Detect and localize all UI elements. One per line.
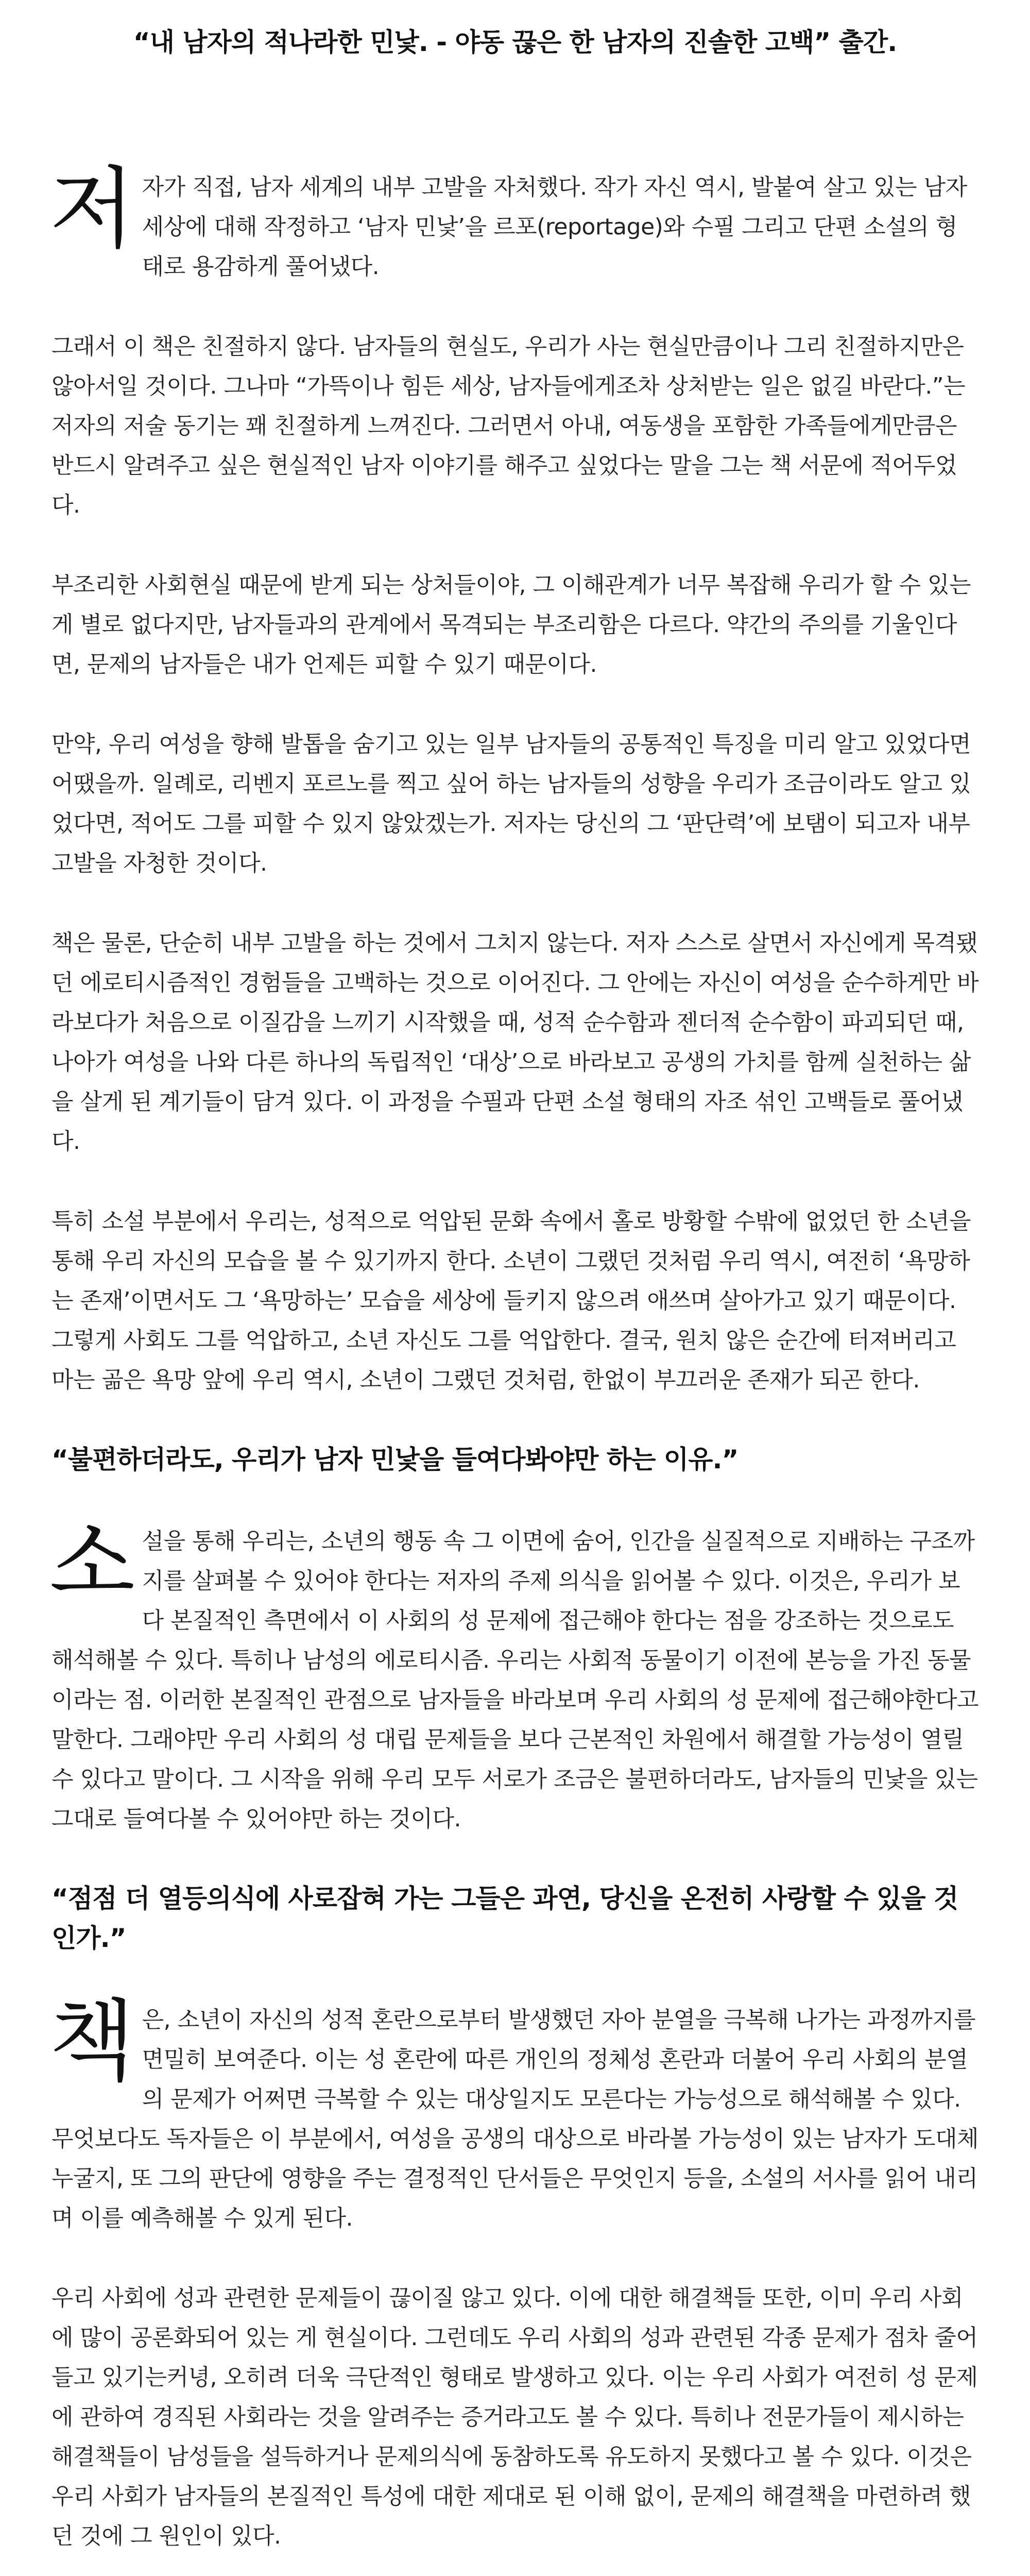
body-paragraph: 그래서 이 책은 친절하지 않다. 남자들의 현실도, 우리가 사는 현실만큼이나 그리 친절하지만은 않아서일 것이다. 그나마 “가뜩이나 힘든 세상, 남자들에게조차 상처받는 일은 없길 바란다.”는 저자의 저술 동기는 꽤 친절하게 느껴진다. 그러면서 아내, 여동생을 포함한 가족들에게만큼은 반드시 알려주고 싶은 현실적인 남자 이야기를 해주고 싶었다는 말을 그는 책 서문에 적어두었다. bbox=[52, 333, 966, 518]
body-paragraph: 부조리한 사회현실 때문에 받게 되는 상처들이야, 그 이해관계가 너무 복잡해 우리가 할 수 있는 게 별로 없다지만, 남자들과의 관계에서 목격되는 부조리함은 다르다. 약간의 주의를 기울인다면, 문제의 남자들은 내가 언제든 피할 수 있기 때문이다. bbox=[52, 572, 971, 677]
body-paragraph: 만약, 우리 여성을 향해 발톱을 숨기고 있는 일부 남자들의 공통적인 특징을 미리 알고 있었다면 어땠을까. 일례로, 리벤지 포르노를 찍고 싶어 하는 남자들의 성향을 우리가 조금이라도 알고 있었다면, 적어도 그를 피할 수 있지 않았겠는가. 저자는 당신의 그 ‘판단력’에 보탬이 되고자 내부 고발을 자청한 것이다. bbox=[52, 731, 971, 876]
body-paragraph: 특히 소설 부분에서 우리는, 성적으로 억압된 문화 속에서 홀로 방황할 수밖에 없었던 한 소년을 통해 우리 자신의 모습을 볼 수 있기까지 한다. 소년이 그랬던 것처럼 우리 역시, 여전히 ‘욕망하는 존재’이면서도 그 ‘욕망하는’ 모습을 세상에 들키지 않으려 애쓰며 살아가고 있기 때문이다. 그렇게 사회도 그를 억압하고, 소년 자신도 그를 억압한다. 결국, 원치 않은 순간에 터져버리고 마는 곪은 욕망 앞에 우리 역시, 소년이 그랬던 것처럼, 한없이 부끄러운 존재가 되곤 한다. bbox=[52, 1208, 971, 1393]
section-heading: “불편하더라도, 우리가 남자 민낯을 들여다봐야만 하는 이유.” bbox=[52, 1445, 739, 1475]
section-heading: “점점 더 열등의식에 사로잡혀 가는 그들은 과연, 당신을 온전히 사랑할 수 있을 것인가.” bbox=[52, 1883, 958, 1953]
body-paragraph bbox=[49, 1989, 978, 2238]
paragraph-text: 은, 소년이 자신의 성적 혼란으로부터 발생했던 자아 분열을 극복해 나가는 과정까지를 면밀히 보여준다. 이는 성 혼란에 따른 개인의 정체성 혼란과 더불어 우리 사회의 분열의 문제가 어쩌면 극복할 수 있는 대상일지도 모른다는 가능성으로 해석해볼 수 있다. 무엇보다도 독자들은 이 부분에서, 여성을 공생의 대상으로 바라볼 가능성이 있는 남자가 도대체 누굴지, 또 그의 판단에 영향을 주는 결정적인 단서들은 무엇인지 등을, 소설의 서사를 읽어 내리며 이를 예측해볼 수 있게 된다. bbox=[52, 2006, 978, 2231]
drop-cap: 저 bbox=[49, 157, 135, 261]
paragraph-text: 자가 직접, 남자 세계의 내부 고발을 자처했다. 작가 자신 역시, 발붙여 살고 있는 남자 세상에 대해 작정하고 ‘남자 민낯’을 르포(reportage)와 수필 그리고 단편 소설의 형태로 용감하게 풀어냈다. bbox=[142, 174, 967, 280]
body-paragraph: 우리 사회에 성과 관련한 문제들이 끊이질 않고 있다. 이에 대한 해결책들 또한, 이미 우리 사회에 많이 공론화되어 있는 게 현실이다. 그런데도 우리 사회의 성과 관련된 각종 문제가 점차 줄어들고 있기는커녕, 오히려 더욱 극단적인 형태로 발생하고 있다. 이는 우리 사회가 여전히 성 문제에 관하여 경직된 사회라는 것을 알려주는 증거라고도 볼 수 있다. 특히나 전문가들이 제시하는 해결책들이 남성들을 설득하거나 문제의식에 동참하도록 유도하지 못했다고 볼 수 있다. 이것은 우리 사회가 남자들의 본질적인 특성에 대한 제대로 된 이해 없이, 문제의 해결책을 마련하려 했던 것에 그 원인이 있다. bbox=[52, 2284, 978, 2549]
body-paragraph bbox=[49, 1511, 978, 1839]
body-paragraph: 책은 물론, 단순히 내부 고발을 하는 것에서 그치지 않는다. 저자 스스로 살면서 자신에게 목격됐던 에로티시즘적인 경험들을 고백하는 것으로 이어진다. 그 안에는 자신이 여성을 순수하게만 바라보다가 처음으로 이질감을 느끼기 시작했을 때, 성적 순수함과 젠더적 순수함이 파괴되던 때, 나아가 여성을 나와 다른 하나의 독립적인 ‘대상’으로 바라보고 공생의 가치를 함께 실천하는 삶을 살게 된 계기들이 담겨 있다. 이 과정을 수필과 단편 소설 형태의 자조 섞인 고백들로 풀어냈다. bbox=[52, 930, 978, 1155]
article-headline: “내 남자의 적나라한 민낯. - 야동 끊은 한 남자의 진솔한 고백” 출간. bbox=[133, 27, 897, 57]
drop-cap: 소 bbox=[49, 1511, 135, 1615]
drop-cap: 책 bbox=[49, 1989, 135, 2093]
paragraph-text: 설을 통해 우리는, 소년의 행동 속 그 이면에 숨어, 인간을 실질적으로 지배하는 구조까지를 살펴볼 수 있어야 한다는 저자의 주제 의식을 읽어볼 수 있다. 이것은, 우리가 보다 본질적인 측면에서 이 사회의 성 문제에 접근해야 한다는 점을 강조하는 것으로도 해석해볼 수 있다. 특히나 남성의 에로티시즘. 우리는 사회적 동물이기 이전에 본능을 가진 동물이라는 점. 이러한 본질적인 관점으로 남자들을 바라보며 우리 사회의 성 문제에 접근해야한다고 말한다. 그래야만 우리 사회의 성 대립 문제들을 보다 근본적인 차원에서 해결할 가능성이 열릴 수 있다고 말이다. 그 시작을 위해 우리 모두 서로가 조금은 불편하더라도, 남자들의 민낯을 있는 그대로 들여다볼 수 있어야만 하는 것이다. bbox=[52, 1528, 978, 1832]
intro-paragraph bbox=[49, 157, 978, 286]
